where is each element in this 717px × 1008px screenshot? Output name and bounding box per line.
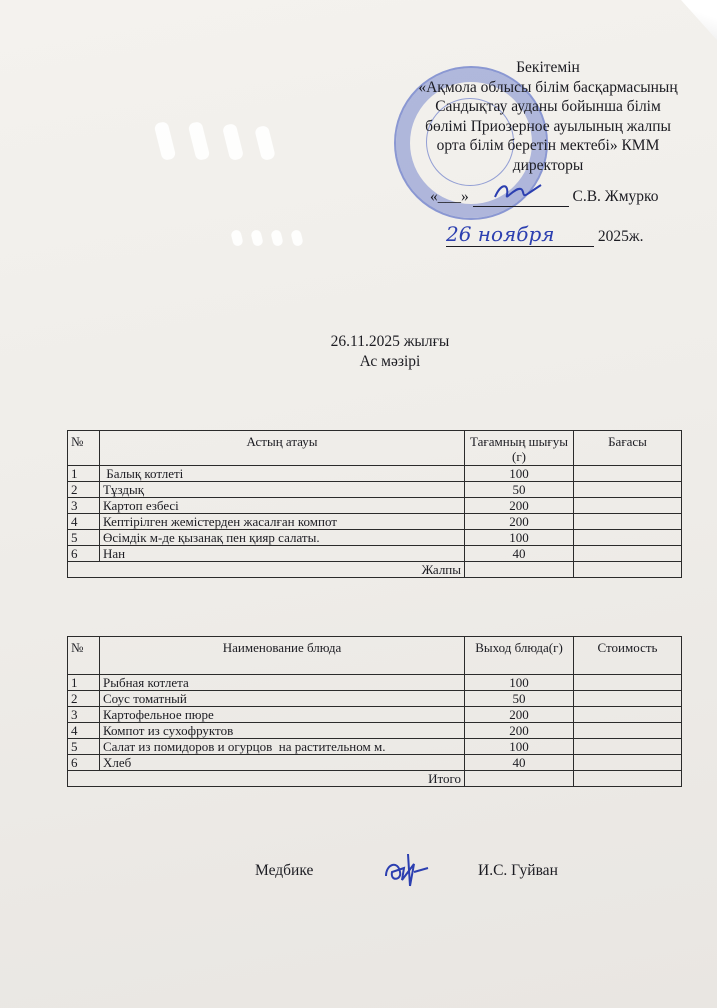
total-price: [574, 771, 682, 787]
dish-name: Рыбная котлета: [100, 675, 465, 691]
glare-reflection: [188, 121, 211, 161]
glare-reflection: [230, 229, 244, 247]
row-number: 4: [68, 723, 100, 739]
table-row: [68, 707, 682, 723]
handwritten-date: 26 ноября: [446, 222, 594, 247]
dish-name: Хлеб: [100, 755, 465, 771]
header-number: №: [68, 431, 100, 466]
dish-output: 200: [465, 514, 574, 530]
row-number: 5: [68, 530, 100, 546]
total-output: [465, 771, 574, 787]
medic-name: И.С. Гуйван: [478, 862, 558, 879]
dish-price: [574, 466, 682, 482]
total-price: [574, 562, 682, 578]
dish-name: Картоп езбесі: [100, 498, 465, 514]
row-number: 3: [68, 498, 100, 514]
dish-output: 200: [465, 723, 574, 739]
dish-output: 40: [465, 755, 574, 771]
menu-table-ru: [67, 636, 682, 787]
row-number: 6: [68, 546, 100, 562]
dish-name: Тұздық: [100, 482, 465, 498]
approval-line: «Ақмола облысы білім басқармасының: [418, 78, 678, 96]
menu-date: 26.11.2025 жылғы: [330, 333, 450, 350]
table-row: [68, 675, 682, 691]
row-number: 3: [68, 707, 100, 723]
dish-price: [574, 691, 682, 707]
approval-block: [392, 58, 704, 175]
table-row: [68, 498, 682, 514]
table-row: [68, 466, 682, 482]
dish-output: 200: [465, 498, 574, 514]
dish-price: [574, 498, 682, 514]
dish-output: 50: [465, 691, 574, 707]
table-row: [68, 755, 682, 771]
dish-name: Картофельное пюре: [100, 707, 465, 723]
total-label: Итого: [68, 771, 465, 787]
header-dish-name: Астың атауы: [100, 431, 465, 466]
dish-name: Кептірілген жемістерден жасалған компот: [100, 514, 465, 530]
header-output: Тағамның шығуы (г): [465, 431, 574, 466]
header-price: Бағасы: [574, 431, 682, 466]
table-header-row: [68, 637, 682, 675]
approval-line: Сандықтау ауданы бойынша білім: [435, 98, 661, 115]
dish-price: [574, 530, 682, 546]
dish-name: Соус томатный: [100, 691, 465, 707]
approval-line: орта білім беретін мектебі» КММ: [436, 137, 660, 154]
dish-name: Өсімдік м-де қызанақ пен қияр салаты.: [100, 530, 465, 546]
approval-line: директоры: [512, 156, 584, 174]
total-output: [465, 562, 574, 578]
table-row: [68, 514, 682, 530]
approval-date-row: [446, 222, 643, 247]
medic-role: Медбике: [255, 862, 314, 879]
header-output: Выход блюда(г): [465, 637, 574, 675]
director-name: С.В. Жмурко: [572, 188, 659, 205]
row-number: 2: [68, 482, 100, 498]
total-row: [68, 562, 682, 578]
dish-price: [574, 482, 682, 498]
dish-name: Балық котлеті: [100, 466, 465, 482]
dish-price: [574, 514, 682, 530]
dish-output: 100: [465, 530, 574, 546]
total-row: [68, 771, 682, 787]
dish-output: 50: [465, 482, 574, 498]
row-number: 4: [68, 514, 100, 530]
row-number: 2: [68, 691, 100, 707]
table-row: [68, 530, 682, 546]
row-number: 1: [68, 466, 100, 482]
dish-name: Компот из сухофруктов: [100, 723, 465, 739]
glare-reflection: [254, 125, 276, 161]
approval-year: 2025ж.: [597, 228, 644, 245]
menu-title: Ас мәзірі: [359, 353, 421, 370]
signature-scribble: [491, 181, 551, 201]
dish-name: Нан: [100, 546, 465, 562]
table-header-row: [68, 431, 682, 466]
dish-output: 100: [465, 466, 574, 482]
dish-output: 100: [465, 675, 574, 691]
glare-reflection: [154, 121, 177, 161]
approval-line: Бекітемін: [516, 59, 580, 76]
dish-price: [574, 707, 682, 723]
director-signature: [473, 181, 569, 207]
row-number: 5: [68, 739, 100, 755]
table-row: [68, 691, 682, 707]
header-dish-name: Наименование блюда: [100, 637, 465, 675]
glare-reflection: [270, 229, 284, 247]
quote-blank: «___»: [430, 188, 469, 205]
page-fold: [657, 0, 717, 40]
header-price: Стоимость: [574, 637, 682, 675]
header-number: №: [68, 637, 100, 675]
dish-price: [574, 739, 682, 755]
menu-table-kz: [67, 430, 682, 578]
menu-title-block: [250, 332, 530, 372]
glare-reflection: [290, 229, 304, 247]
dish-price: [574, 675, 682, 691]
glare-reflection: [250, 229, 264, 247]
approval-line: бөлімі Приозерное ауылының жалпы: [425, 117, 671, 135]
dish-price: [574, 546, 682, 562]
dish-output: 40: [465, 546, 574, 562]
dish-output: 100: [465, 739, 574, 755]
row-number: 6: [68, 755, 100, 771]
dish-price: [574, 755, 682, 771]
dish-price: [574, 723, 682, 739]
dish-name: Салат из помидоров и огурцов на растительном м.: [100, 739, 465, 755]
dish-output: 200: [465, 707, 574, 723]
table-row: [68, 482, 682, 498]
medic-signature: [380, 846, 436, 890]
glare-reflection: [222, 123, 244, 161]
table-row: [68, 739, 682, 755]
director-signature-row: [430, 181, 659, 207]
row-number: 1: [68, 675, 100, 691]
table-row: [68, 546, 682, 562]
total-label: Жалпы: [68, 562, 465, 578]
table-row: [68, 723, 682, 739]
